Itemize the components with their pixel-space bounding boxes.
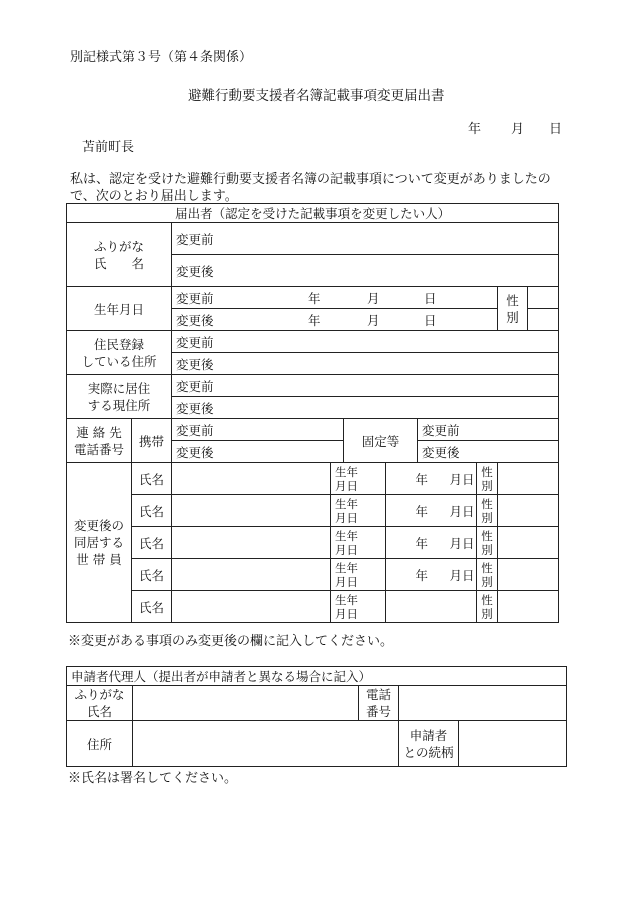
proxy-phone-field[interactable]	[399, 686, 567, 721]
mobile-label: 携帯	[132, 419, 172, 463]
notifier-note: ※変更がある事項のみ変更後の欄に記入してください。	[68, 634, 394, 649]
member-name-field[interactable]	[172, 591, 331, 623]
member-name-label: 氏名	[132, 527, 172, 559]
landline-before-field[interactable]: 変更前	[418, 419, 559, 441]
member-name-label: 氏名	[132, 559, 172, 591]
birth-after-field[interactable]: 変更後 年 月 日	[172, 309, 498, 331]
sex-label: 性 別	[498, 287, 528, 331]
member-birth-field[interactable]	[386, 591, 477, 623]
landline-after-field[interactable]: 変更後	[418, 441, 559, 463]
sex-before-field[interactable]	[528, 287, 559, 309]
proxy-header: 申請者代理人（提出者が申請者と異なる場合に記入）	[67, 667, 567, 686]
member-name-field[interactable]	[172, 463, 331, 495]
notifier-table	[66, 203, 559, 623]
proxy-relation-label: 申請者 との続柄	[399, 721, 459, 767]
actual-address-after-field[interactable]: 変更後	[172, 397, 559, 419]
member-sex-label: 性 別	[477, 591, 498, 623]
member-birth-label: 生年 月日	[331, 591, 386, 623]
registered-address-after-field[interactable]: 変更後	[172, 353, 559, 375]
date-day-label: 日	[549, 122, 563, 137]
landline-label: 固定等	[344, 419, 418, 463]
proxy-relation-field[interactable]	[459, 721, 567, 767]
member-sex-field[interactable]	[498, 463, 559, 495]
member-sex-field[interactable]	[498, 559, 559, 591]
member-birth-field[interactable]: 年 月日	[386, 495, 477, 527]
date-month-label: 月	[511, 122, 525, 137]
member-birth-label: 生年 月日	[331, 495, 386, 527]
member-name-field[interactable]	[172, 527, 331, 559]
intro-line-1: 私は、認定を受けた避難行動要支援者名簿の記載事項について変更がありましたの	[70, 172, 551, 187]
member-birth-label: 生年 月日	[331, 559, 386, 591]
actual-address-label: 実際に居住 する現住所	[67, 375, 172, 419]
registered-address-before-field[interactable]: 変更前	[172, 331, 559, 353]
registered-address-label: 住民登録 している住所	[67, 331, 172, 375]
intro-line-2: で、次のとおり届出します。	[70, 189, 238, 204]
member-birth-field[interactable]: 年 月日	[386, 527, 477, 559]
mobile-before-field[interactable]: 変更前	[172, 419, 344, 441]
member-birth-label: 生年 月日	[331, 527, 386, 559]
member-sex-field[interactable]	[498, 495, 559, 527]
proxy-name-field[interactable]	[133, 686, 359, 721]
member-sex-label: 性 別	[477, 495, 498, 527]
form-title: 避難行動要支援者名簿記載事項変更届出書	[188, 88, 445, 104]
proxy-table	[66, 666, 567, 767]
contact-label: 連 絡 先 電話番号	[67, 419, 132, 463]
member-sex-label: 性 別	[477, 463, 498, 495]
member-name-field[interactable]	[172, 559, 331, 591]
proxy-address-field[interactable]	[133, 721, 399, 767]
member-sex-label: 性 別	[477, 527, 498, 559]
name-after-field[interactable]: 変更後	[172, 255, 559, 287]
addressee: 苫前町長	[82, 140, 135, 155]
member-birth-label: 生年 月日	[331, 463, 386, 495]
member-name-field[interactable]	[172, 495, 331, 527]
actual-address-before-field[interactable]: 変更前	[172, 375, 559, 397]
member-sex-field[interactable]	[498, 591, 559, 623]
member-sex-label: 性 別	[477, 559, 498, 591]
proxy-address-label: 住所	[67, 721, 133, 767]
member-birth-field[interactable]: 年 月日	[386, 463, 477, 495]
mobile-after-field[interactable]: 変更後	[172, 441, 344, 463]
name-before-field[interactable]: 変更前	[172, 223, 559, 255]
form-id: 別記様式第３号（第４条関係）	[70, 50, 253, 65]
member-name-label: 氏名	[132, 463, 172, 495]
proxy-name-label: ふりがな 氏名	[67, 686, 133, 721]
date-year-label: 年	[468, 122, 482, 137]
notifier-header: 届出者（認定を受けた記載事項を変更したい人）	[67, 204, 559, 223]
proxy-phone-label: 電話 番号	[359, 686, 399, 721]
birth-label: 生年月日	[67, 287, 172, 331]
household-label: 変更後の 同居する 世 帯 員	[67, 463, 132, 623]
member-name-label: 氏名	[132, 495, 172, 527]
member-name-label: 氏名	[132, 591, 172, 623]
birth-before-field[interactable]: 変更前 年 月 日	[172, 287, 498, 309]
sex-after-field[interactable]	[528, 309, 559, 331]
proxy-note: ※氏名は署名してください。	[68, 771, 238, 786]
member-sex-field[interactable]	[498, 527, 559, 559]
member-birth-field[interactable]: 年 月日	[386, 559, 477, 591]
name-label: ふりがな 氏 名	[67, 223, 172, 287]
